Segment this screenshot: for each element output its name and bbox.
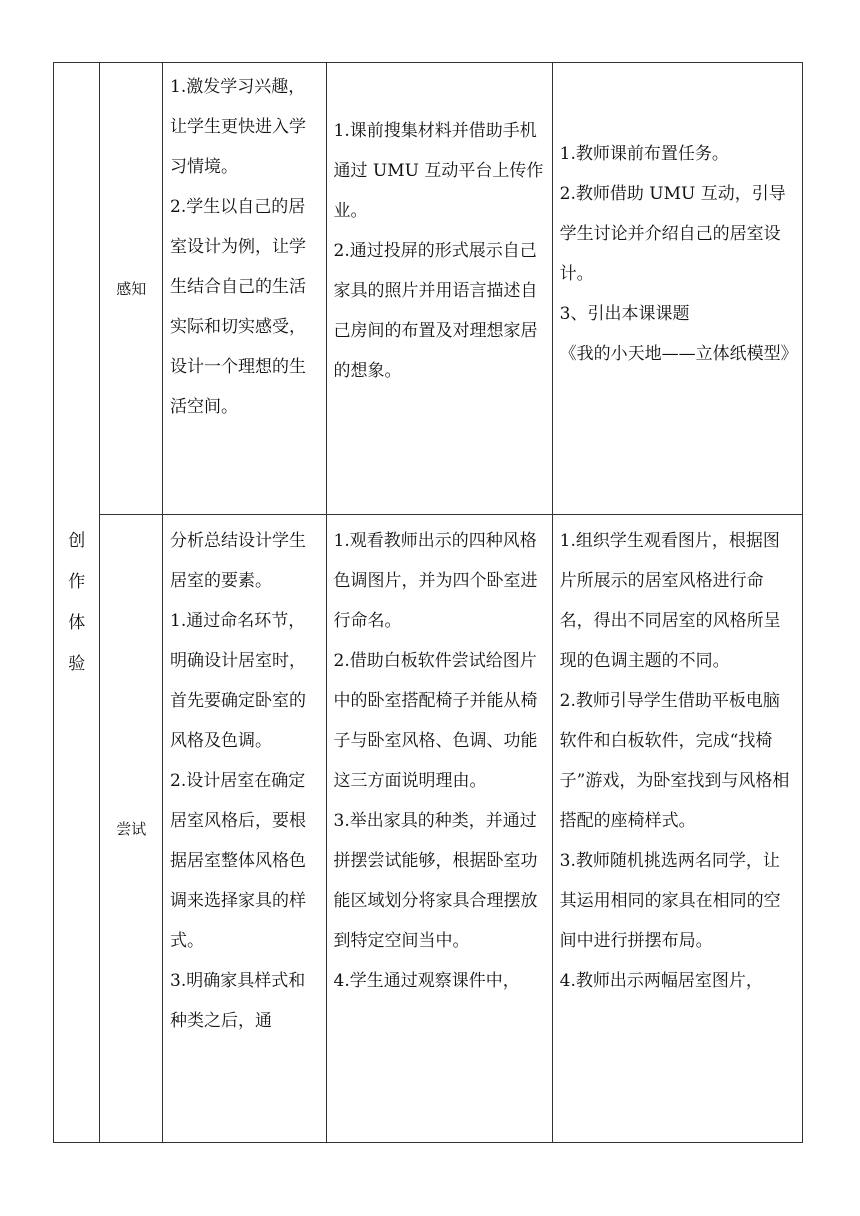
teacher-paragraph: 《我的小天地——立体纸模型》 [559,344,798,364]
teacher-paragraph: 3.教师随机挑选两名同学，让其运用相同的家具在相同的空间中进行拼摆布局。 [559,851,781,951]
student-paragraph: 4.学生通过观察课件中， [333,971,520,991]
table-row [54,63,803,515]
student-activity-cell [326,63,552,515]
stage-char: 验 [68,653,86,674]
goal-paragraph: 2.设计居室在确定居室风格后，要根据居室整体风格色调来选择家具的样式。 [170,771,306,951]
teacher-paragraph: 1.组织学生观看图片，根据图片所展示的居室风格进行命名，得出不同居室的风格所呈现的色调主题的不同。 [559,531,781,671]
teacher-paragraph: 2.教师借助 UMU 互动，引导学生讨论并介绍自己的居室设计。 [559,184,786,284]
teacher-paragraph: 2.教师引导学生借助平板电脑软件和白板软件，完成“找椅子”游戏，为卧室找到与风格相搭配的座椅样式。 [559,691,790,831]
goal-paragraph: 2.学生以自己的居室设计为例，让学生结合自己的生活实际和切实感受，设计一个理想的生活空间。 [170,197,306,417]
student-paragraph: 1.观看教师出示的四种风格色调图片，并为四个卧室进行命名。 [333,531,538,631]
goal-cell [163,63,327,515]
teacher-activity-cell [552,63,802,515]
substage-label: 感知 [116,280,147,298]
student-paragraph: 3.举出家具的种类，并通过拼摆尝试能够，根据卧室功能区域划分将家具合理摆放到特定空间当中。 [333,811,538,951]
student-paragraph: 2.通过投屏的形式展示自己家具的照片并用语言描述自己房间的布置及对理想家居的想象。 [333,241,538,381]
student-paragraph: 1.课前搜集材料并借助手机通过 UMU 互动平台上传作业。 [333,121,544,221]
student-paragraph: 2.借助白板软件尝试给图片中的卧室搭配椅子并能从椅子与卧室风格、色调、功能这三方面说明理由。 [333,651,538,791]
student-activity-cell [326,515,552,1143]
goal-paragraph: 3.明确家具样式和种类之后，通 [170,971,306,1031]
teacher-activity-cell [552,515,802,1143]
table-row [54,515,803,1143]
substage-cell-perceive [100,63,163,515]
teacher-paragraph: 3、引出本课课题 [559,304,690,324]
stage-char: 体 [68,612,86,633]
substage-cell-attempt [100,515,163,1143]
teacher-paragraph: 1.教师课前布置任务。 [559,144,729,164]
stage-char: 创 [68,530,86,551]
goal-paragraph: 1.激发学习兴趣，让学生更快进入学习情境。 [170,77,306,177]
stage-char: 作 [68,571,86,592]
teacher-paragraph: 4.教师出示两幅居室图片， [559,971,763,991]
lesson-plan-table [53,62,803,1143]
goal-paragraph: 1.通过命名环节，明确设计居室时，首先要确定卧室的风格及色调。 [170,611,306,751]
goal-paragraph: 分析总结设计学生居室的要素。 [170,531,306,591]
stage-label [54,521,99,685]
stage-cell [54,63,100,1143]
goal-cell [163,515,327,1143]
substage-label: 尝试 [116,820,147,838]
